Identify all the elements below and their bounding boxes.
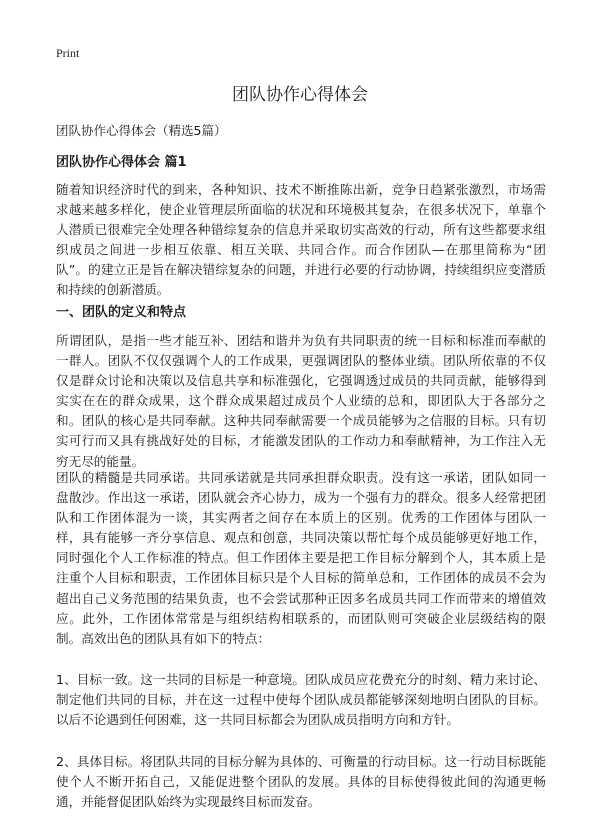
section-heading-1: 团队协作心得体会 篇1 (56, 155, 187, 170)
paragraph-point-1: 1、目标一致。这一共同的目标是一种意境。团队成员应花费充分的时刻、精力来讨论、制定他们共同的目标，并在这一过程中使每个团队成员都能够深刻地明白团队的目标。以后不论遇到任何困难，这一共同目标都会为团队成员指明方向和方针。 (56, 672, 546, 728)
section-heading-2: 一、团队的定义和特点 (56, 305, 187, 320)
paragraph-essence: 团队的精髓是共同承诺。共同承诺就是共同承担群众职责。没有这一承诺，团队如同一盘散沙。作出这一承诺，团队就会齐心协力，成为一个强有力的群众。很多人经常把团队和工作团体混为一谈，其实两者之间存在本质上的区别。优秀的工作团体与团队一样，具有能够一齐分享信息、观点和创意，共同决策以帮忙每个成员能够更好地工作，同时强化个人工作标准的特点。但工作团体主要是把工作目标分解到个人，其本质上是注重个人目标和职责，工作团体目标只是个人目标的简单总和，工作团体的成员不会为超出自己义务范围的结果负责，也不会尝试那种正因多名成员共同工作而带来的增值效应。此外，工作团体常常是与组织结构相联系的，而团队则可突破企业层级结构的限制。高效出色的团队具有如下的特点： (56, 470, 546, 646)
paragraph-definition: 所谓团队，是指一些才能互补、团结和谐并为负有共同职责的统一目标和标准而奉献的一群人。团队不仅仅强调个人的工作成果，更强调团队的整体业绩。团队所依靠的不仅仅是群众讨论和决策以及信息共享和标准强化，它强调透过成员的共同贡献，能够得到实实在在的群众成果，这个群众成果超过成员个人业绩的总和，即团队大于各部分之和。团队的核心是共同奉献。这种共同奉献需要一个成员能够为之信服的目标。只有切实可行而又具有挑战好处的目标，才能激发团队的工作动力和奉献精神，为工作注入无穷无尽的能量。 (56, 333, 546, 469)
paragraph-point-2: 2、具体目标。将团队共同的目标分解为具体的、可衡量的行动目标。这一行动目标既能使个人不断开拓自己，又能促进整个团队的发展。具体的目标使得彼此间的沟通更畅通，并能督促团队始终为实现最终目标而发奋。 (56, 754, 546, 810)
document-title: 团队协作心得体会 (232, 85, 368, 105)
print-link[interactable]: Print (56, 46, 80, 60)
document-subtitle: 团队协作心得体会（精选5篇） (56, 123, 227, 138)
paragraph-intro: 随着知识经济时代的到来，各种知识、技术不断推陈出新，竞争日趋紧张激烈，市场需求越来越多样化，使企业管理层所面临的状况和环境极其复杂，在很多状况下，单靠个人潜质已很难完全处理各种错综复杂的信息并采取切实高效的行动，所有这些都要求组织成员之间进一步相互依靠、相互关联、共同合作。而合作团队—在那里简称为“团队”。的建立正是旨在解决错综复杂的问题，并进行必要的行动协调，持续组织应变潜质和持续的创新潜质。 (56, 182, 546, 298)
